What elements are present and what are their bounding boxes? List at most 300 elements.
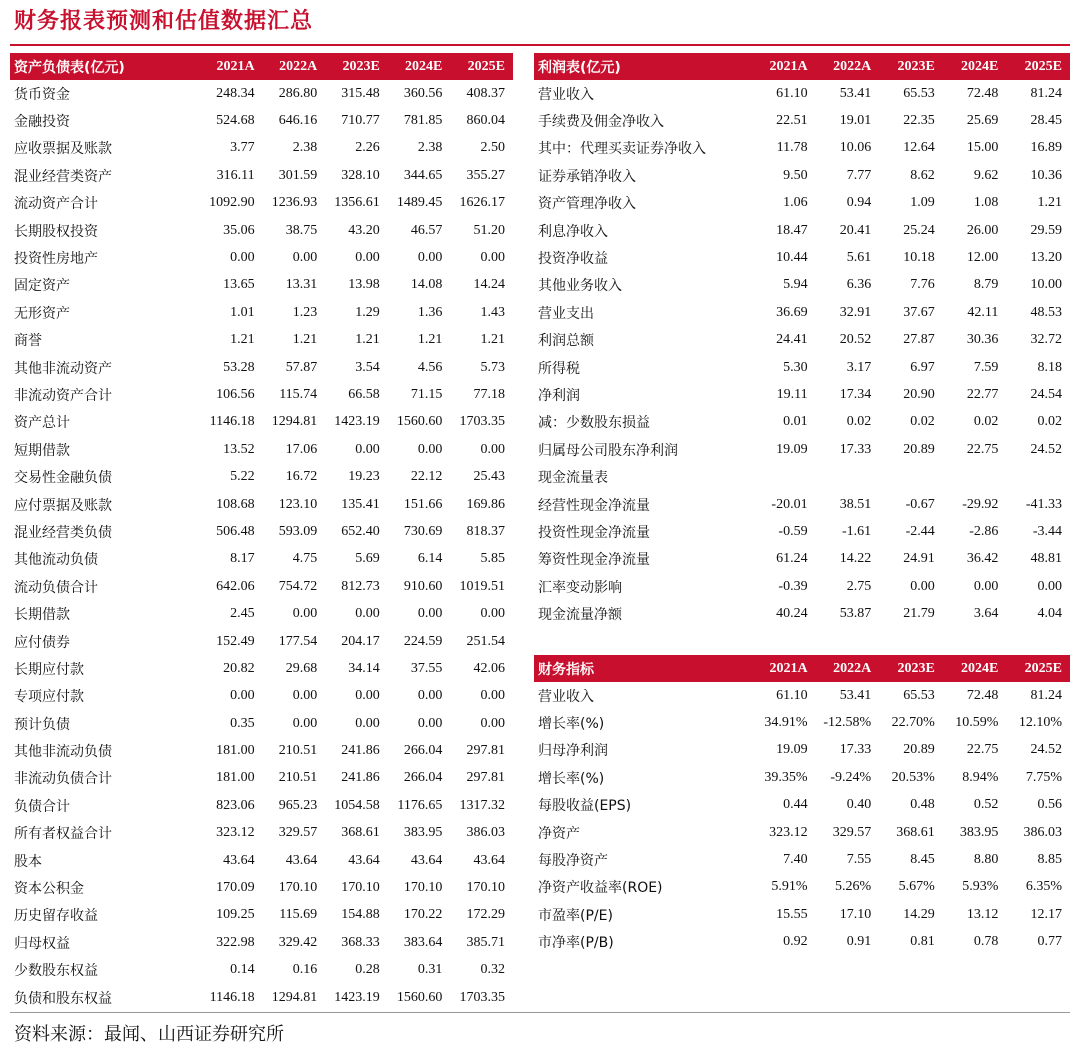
year-header: 2023E <box>879 53 943 80</box>
cell-value: -29.92 <box>962 496 999 512</box>
cell-value <box>879 463 943 490</box>
table-row <box>10 107 513 134</box>
cell-value <box>752 463 816 490</box>
cell-value: 1.21 <box>480 332 505 348</box>
row-label: 应付票据及账款 <box>14 497 112 514</box>
cell-value: 0.00 <box>1037 578 1062 594</box>
cell-value: 65.53 <box>903 85 935 101</box>
table-row <box>534 518 1070 545</box>
cell-value: 24.52 <box>1030 742 1062 758</box>
cell-value: 40.24 <box>776 606 808 622</box>
cell-value: 53.87 <box>839 606 872 622</box>
cell-value: 19.09 <box>776 441 808 457</box>
title-divider <box>10 44 1070 46</box>
cell-value: 0.02 <box>973 414 999 430</box>
row-label: 营业收入 <box>538 688 594 705</box>
cell-value: 5.85 <box>480 551 505 567</box>
cell-value: 22.77 <box>966 386 999 402</box>
cell-value: 18.47 <box>776 222 808 238</box>
cell-value: 21.79 <box>903 606 935 622</box>
cell-value: 818.37 <box>466 523 505 539</box>
table-row <box>10 655 513 682</box>
cell-value: 754.72 <box>278 578 318 594</box>
row-label: 证券承销净收入 <box>538 168 636 185</box>
row-label: 非流动资产合计 <box>14 387 112 404</box>
table-row <box>10 354 513 381</box>
row-label: 少数股东权益 <box>14 963 98 980</box>
cell-value: 20.52 <box>839 332 872 348</box>
cell-value: 1.21 <box>230 332 255 348</box>
table-row <box>534 491 1070 518</box>
table-row <box>534 846 1070 873</box>
row-label: 无形资产 <box>14 305 70 322</box>
cell-value: 42.11 <box>967 304 999 320</box>
table-row <box>10 518 513 545</box>
cell-value: 210.51 <box>278 743 318 759</box>
cell-value: 109.25 <box>216 907 255 923</box>
row-label: 商誉 <box>14 333 42 350</box>
cell-value: 301.59 <box>278 167 318 183</box>
table-header-row <box>534 655 1070 682</box>
cell-value: 1317.32 <box>459 797 505 813</box>
row-label: 其中：代理买卖证券净收入 <box>538 141 706 158</box>
table-title: 资产负债表(亿元) <box>10 53 200 80</box>
table-row <box>10 737 513 764</box>
cell-value: 0.00 <box>417 715 443 731</box>
cell-value: 5.30 <box>783 359 808 375</box>
cell-value: 20.82 <box>223 660 255 676</box>
cell-value: 0.44 <box>783 797 808 813</box>
cell-value: 152.49 <box>216 633 255 649</box>
cell-value: 17.33 <box>839 742 872 758</box>
row-label: 负债合计 <box>14 798 70 815</box>
table-row <box>10 600 513 627</box>
cell-value: 646.16 <box>278 113 318 129</box>
cell-value: 48.53 <box>1030 304 1062 320</box>
cell-value: 0.00 <box>292 250 318 266</box>
table-row <box>10 80 513 107</box>
cell-value: 1.23 <box>292 304 318 320</box>
cell-value: 22.75 <box>966 742 999 758</box>
cell-value: 1560.60 <box>396 989 443 1005</box>
cell-value: 1.29 <box>355 304 380 320</box>
table-row <box>534 272 1070 299</box>
cell-value: 0.00 <box>480 441 505 457</box>
cell-value: 322.98 <box>216 934 255 950</box>
cell-value: 8.80 <box>973 852 999 868</box>
cell-value: 1.01 <box>230 304 255 320</box>
cell-value: 106.56 <box>216 386 255 402</box>
row-label: 汇率变动影响 <box>538 579 622 596</box>
income-statement-table <box>534 53 1070 628</box>
cell-value: 5.22 <box>230 469 255 485</box>
cell-value: 0.00 <box>973 578 999 594</box>
cell-value: 730.69 <box>403 523 443 539</box>
cell-value: 26.00 <box>966 222 999 238</box>
cell-value: 53.41 <box>839 687 872 703</box>
cell-value: 36.69 <box>776 304 808 320</box>
row-label: 利息净收入 <box>538 223 608 240</box>
table-row <box>10 436 513 463</box>
row-label: 手续费及佣金净收入 <box>538 114 664 131</box>
cell-value: 652.40 <box>341 523 380 539</box>
cell-value: 2.45 <box>230 606 255 622</box>
row-label: 每股净资产 <box>538 853 608 870</box>
cell-value: 7.76 <box>910 277 935 293</box>
cell-value: 1703.35 <box>459 989 505 1005</box>
table-row <box>10 792 513 819</box>
table-title: 利润表(亿元) <box>534 53 752 80</box>
cell-value: 135.41 <box>341 496 380 512</box>
cell-value: 38.75 <box>285 222 318 238</box>
row-label: 资产管理净收入 <box>538 196 636 213</box>
cell-value: -2.86 <box>969 523 999 539</box>
cell-value: 2.38 <box>292 140 318 156</box>
cell-value: 0.00 <box>230 250 255 266</box>
table-row <box>10 463 513 490</box>
cell-value: 13.98 <box>348 277 380 293</box>
cell-value: 2.38 <box>417 140 443 156</box>
cell-value: -0.39 <box>778 578 808 594</box>
year-header: 2025E <box>1006 655 1070 682</box>
cell-value: 5.61 <box>846 250 872 266</box>
table-row <box>534 381 1070 408</box>
cell-value: 14.29 <box>903 906 935 922</box>
cell-value: 8.18 <box>1037 359 1062 375</box>
year-header: 2025E <box>450 53 513 80</box>
cell-value: 0.78 <box>973 934 999 950</box>
table-row <box>10 820 513 847</box>
cell-value: 17.33 <box>839 441 872 457</box>
cell-value: 7.77 <box>846 167 872 183</box>
cell-value: 1.21 <box>355 332 380 348</box>
cell-value: 10.18 <box>903 250 935 266</box>
cell-value: 241.86 <box>341 743 380 759</box>
cell-value: 3.77 <box>230 140 255 156</box>
cell-value: 5.91% <box>771 879 808 895</box>
cell-value: 0.00 <box>355 715 380 731</box>
cell-value: 37.55 <box>410 660 443 676</box>
table-row <box>534 463 1070 490</box>
cell-value: 1294.81 <box>271 989 318 1005</box>
year-header: 2024E <box>943 655 1007 682</box>
cell-value: 4.04 <box>1037 606 1062 622</box>
row-label: 市净率(P/B) <box>538 935 614 952</box>
cell-value: 12.64 <box>903 140 935 156</box>
row-label: 净资产收益率(ROE) <box>538 880 663 897</box>
cell-value: 328.10 <box>341 167 380 183</box>
cell-value: 77.18 <box>473 386 505 402</box>
cell-value: -3.44 <box>1032 523 1062 539</box>
cell-value: 3.64 <box>973 606 999 622</box>
cell-value: 860.04 <box>466 113 505 129</box>
year-header: 2024E <box>388 53 451 80</box>
table-row <box>534 436 1070 463</box>
row-label: 长期借款 <box>14 607 70 624</box>
cell-value: 20.53% <box>891 769 935 785</box>
cell-value: 61.10 <box>776 85 808 101</box>
row-label: 净利润 <box>538 387 580 404</box>
source-note: 资料来源：最闻、山西证券研究所 <box>14 1024 284 1045</box>
table-title: 财务指标 <box>534 655 752 682</box>
cell-value: 1703.35 <box>459 414 505 430</box>
table-row <box>534 217 1070 244</box>
cell-value: 22.12 <box>410 469 443 485</box>
cell-value: 0.00 <box>480 606 505 622</box>
table-row <box>534 190 1070 217</box>
cell-value: 210.51 <box>278 770 318 786</box>
table-row <box>10 409 513 436</box>
cell-value: 43.64 <box>223 852 255 868</box>
cell-value: 24.91 <box>903 551 935 567</box>
cell-value: 51.20 <box>473 222 505 238</box>
cell-value: 35.06 <box>223 222 255 238</box>
cell-value: 7.59 <box>973 359 999 375</box>
cell-value: 181.00 <box>216 743 255 759</box>
cell-value: 0.00 <box>417 688 443 704</box>
cell-value: 20.89 <box>903 441 935 457</box>
row-label: 长期应付款 <box>14 661 84 678</box>
table-row <box>534 409 1070 436</box>
year-header: 2023E <box>879 655 943 682</box>
cell-value: 8.79 <box>973 277 999 293</box>
cell-value: 42.06 <box>473 660 505 676</box>
cell-value <box>1006 463 1070 490</box>
cell-value: -0.67 <box>905 496 935 512</box>
table-row <box>534 327 1070 354</box>
cell-value: 6.97 <box>910 359 935 375</box>
cell-value: 0.00 <box>480 250 505 266</box>
cell-value: 965.23 <box>278 797 318 813</box>
table-row <box>10 765 513 792</box>
cell-value: 13.31 <box>285 277 318 293</box>
cell-value: 12.10% <box>1018 715 1062 731</box>
cell-value: 329.57 <box>832 824 872 840</box>
year-header: 2021A <box>752 53 816 80</box>
cell-value: 10.36 <box>1030 167 1062 183</box>
table-row <box>534 792 1070 819</box>
cell-value: 13.65 <box>223 277 255 293</box>
cell-value: 170.10 <box>403 880 443 896</box>
row-label: 流动负债合计 <box>14 579 98 596</box>
cell-value: 53.28 <box>223 359 255 375</box>
cell-value: 368.61 <box>341 825 380 841</box>
table-row <box>534 573 1070 600</box>
cell-value: 10.44 <box>776 250 808 266</box>
cell-value: 172.29 <box>466 907 505 923</box>
table-row <box>10 162 513 189</box>
cell-value: 14.22 <box>839 551 872 567</box>
cell-value: 170.09 <box>216 880 255 896</box>
cell-value: 1.21 <box>417 332 443 348</box>
cell-value: 3.54 <box>355 359 380 375</box>
cell-value: 39.35% <box>764 769 808 785</box>
cell-value: 34.14 <box>348 660 380 676</box>
cell-value: 24.41 <box>776 332 808 348</box>
cell-value: 0.00 <box>480 688 505 704</box>
cell-value: 1.21 <box>292 332 318 348</box>
row-label: 市盈率(P/E) <box>538 907 613 924</box>
row-label: 营业收入 <box>538 86 594 103</box>
cell-value: 8.94% <box>962 769 999 785</box>
cell-value: 0.02 <box>1037 414 1062 430</box>
cell-value: 151.66 <box>403 496 443 512</box>
year-header: 2025E <box>1006 53 1070 80</box>
cell-value <box>943 463 1007 490</box>
table-row <box>10 190 513 217</box>
cell-value: 383.64 <box>403 934 443 950</box>
cell-value: 65.53 <box>903 687 935 703</box>
row-label: 应收票据及账款 <box>14 141 112 158</box>
cell-value: 1019.51 <box>459 578 505 594</box>
table-row <box>534 929 1070 956</box>
cell-value: 17.06 <box>285 441 318 457</box>
row-label: 资本公积金 <box>14 881 84 898</box>
cell-value: 812.73 <box>341 578 380 594</box>
table-row <box>10 272 513 299</box>
cell-value: 16.89 <box>1030 140 1062 156</box>
cell-value: 316.11 <box>216 167 255 183</box>
page-title: 财务报表预测和估值数据汇总 <box>14 9 314 34</box>
row-label: 货币资金 <box>14 86 70 103</box>
cell-value: 0.00 <box>417 441 443 457</box>
cell-value: 5.69 <box>355 551 380 567</box>
table-row <box>10 683 513 710</box>
cell-value: 7.75% <box>1025 769 1062 785</box>
cell-value: 115.74 <box>279 386 318 402</box>
cell-value: 241.86 <box>341 770 380 786</box>
cell-value: 0.16 <box>292 962 318 978</box>
cell-value: 19.23 <box>348 469 380 485</box>
cell-value: 383.95 <box>959 824 999 840</box>
cell-value: 297.81 <box>466 770 505 786</box>
table-row <box>534 135 1070 162</box>
cell-value: 43.64 <box>285 852 318 868</box>
row-label: 金融投资 <box>14 114 70 131</box>
cell-value: 46.57 <box>410 222 443 238</box>
cell-value: 10.00 <box>1030 277 1062 293</box>
cell-value: 286.80 <box>278 85 318 101</box>
cell-value: 25.69 <box>966 113 999 129</box>
financial-indicators-table <box>534 655 1070 956</box>
cell-value: 1236.93 <box>271 195 318 211</box>
cell-value: 1423.19 <box>334 989 380 1005</box>
cell-value: 8.85 <box>1037 852 1062 868</box>
cell-value: 43.64 <box>348 852 380 868</box>
cell-value: 32.91 <box>839 304 872 320</box>
cell-value: 823.06 <box>216 797 255 813</box>
cell-value: 0.00 <box>355 250 380 266</box>
cell-value: 24.54 <box>1030 386 1062 402</box>
row-label: 流动资产合计 <box>14 196 98 213</box>
cell-value: 108.68 <box>216 496 255 512</box>
cell-value: 0.00 <box>292 606 318 622</box>
table-header-row <box>534 53 1070 80</box>
cell-value: 17.10 <box>839 906 872 922</box>
cell-value: 0.00 <box>417 250 443 266</box>
cell-value: 3.17 <box>846 359 872 375</box>
cell-value: 170.10 <box>466 880 505 896</box>
cell-value: 5.26% <box>835 879 872 895</box>
table-row <box>10 491 513 518</box>
cell-value: 5.73 <box>480 359 505 375</box>
year-header: 2024E <box>943 53 1007 80</box>
cell-value: 43.64 <box>410 852 443 868</box>
row-label: 混业经营类负债 <box>14 524 112 541</box>
cell-value: -20.01 <box>771 496 808 512</box>
table-row <box>534 162 1070 189</box>
cell-value: -0.59 <box>778 523 808 539</box>
cell-value: 36.42 <box>966 551 999 567</box>
cell-value: 20.89 <box>903 742 935 758</box>
cell-value: 15.00 <box>966 140 999 156</box>
cell-value: 524.68 <box>216 113 255 129</box>
table-row <box>534 874 1070 901</box>
table-row <box>534 901 1070 928</box>
cell-value: 360.56 <box>403 85 443 101</box>
row-label: 历史留存收益 <box>14 908 98 925</box>
cell-value: 0.00 <box>292 688 318 704</box>
row-label: 投资性房地产 <box>14 251 98 268</box>
table-row <box>534 764 1070 791</box>
cell-value: 19.11 <box>776 386 808 402</box>
year-header: 2021A <box>752 655 816 682</box>
cell-value: -41.33 <box>1025 496 1062 512</box>
cell-value: 0.00 <box>355 441 380 457</box>
row-label: 其他非流动资产 <box>14 360 112 377</box>
cell-value: 22.75 <box>966 441 999 457</box>
cell-value: 5.94 <box>783 277 808 293</box>
balance-sheet-section <box>10 53 513 1011</box>
row-label: 净资产 <box>538 825 580 842</box>
cell-value: 0.28 <box>355 962 380 978</box>
cell-value: 0.00 <box>230 688 255 704</box>
year-header: 2021A <box>200 53 263 80</box>
table-row <box>10 244 513 271</box>
cell-value: 6.14 <box>417 551 443 567</box>
table-row <box>10 299 513 326</box>
row-label: 所得税 <box>538 360 580 377</box>
cell-value: -9.24% <box>830 769 872 785</box>
cell-value: 4.75 <box>292 551 318 567</box>
cell-value: 0.35 <box>230 715 255 731</box>
row-label: 长期股权投资 <box>14 223 98 240</box>
cell-value: 12.00 <box>966 250 999 266</box>
table-row <box>10 381 513 408</box>
cell-value: 1423.19 <box>334 414 380 430</box>
row-label: 资产总计 <box>14 415 70 432</box>
cell-value: 0.00 <box>480 715 505 731</box>
cell-value: 7.40 <box>783 852 808 868</box>
table-row <box>10 902 513 929</box>
cell-value: 1.06 <box>783 195 808 211</box>
cell-value: 13.52 <box>223 441 255 457</box>
table-row <box>10 929 513 956</box>
cell-value: 170.10 <box>278 880 318 896</box>
table-row <box>534 80 1070 107</box>
cell-value: 8.17 <box>230 551 255 567</box>
cell-value: 8.62 <box>910 167 935 183</box>
cell-value: 0.00 <box>417 606 443 622</box>
cell-value: 368.61 <box>896 824 935 840</box>
cell-value: 0.02 <box>846 414 872 430</box>
cell-value: 344.65 <box>403 167 443 183</box>
table-row <box>534 682 1070 709</box>
cell-value: 0.56 <box>1037 797 1062 813</box>
row-label: 所有者权益合计 <box>14 826 112 843</box>
row-label: 投资性现金净流量 <box>538 524 650 541</box>
row-label: 投资净收益 <box>538 251 608 268</box>
